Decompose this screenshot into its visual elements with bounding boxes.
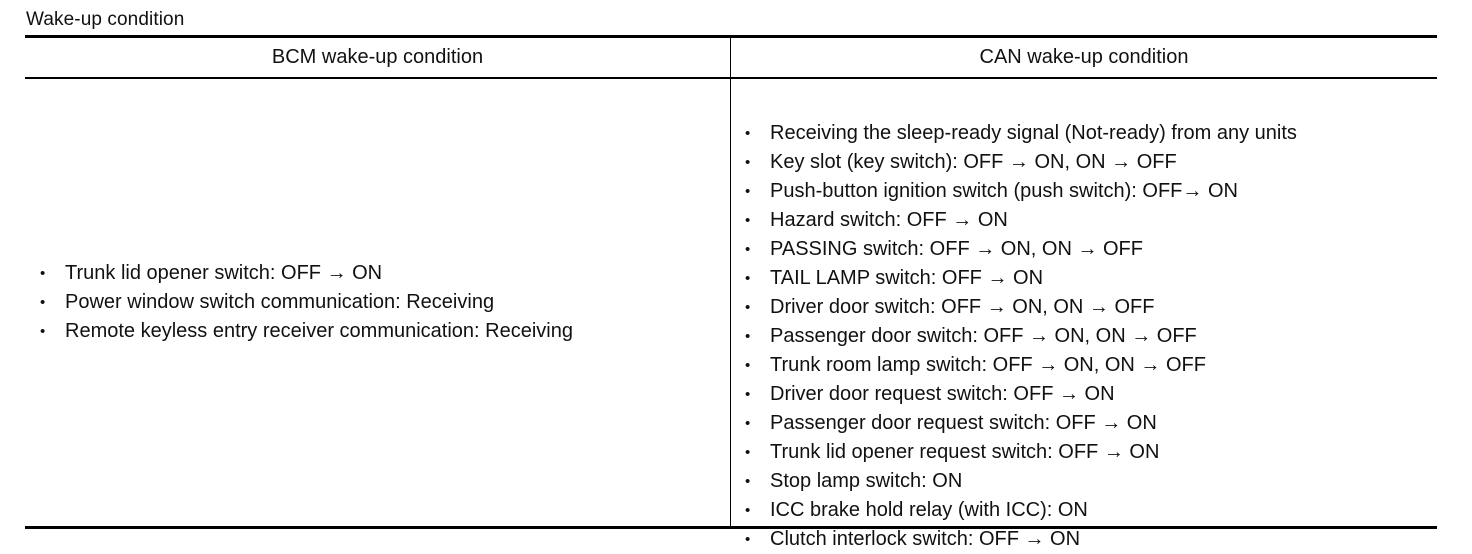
list-item: • Driver door request switch: OFF → ON [731, 380, 1297, 409]
header-bcm-wake-up-condition: BCM wake-up condition [271, 46, 484, 68]
list-item: • Remote keyless entry receiver communication: Receiving [25, 317, 573, 346]
bcm-conditions-list [25, 259, 573, 346]
list-item: • Driver door switch: OFF → ON, ON → OFF [731, 293, 1297, 322]
table-caption: Wake-up condition [26, 9, 185, 30]
can-conditions-cell [731, 79, 1437, 550]
list-item: • Trunk room lamp switch: OFF → ON, ON → OFF [731, 351, 1297, 380]
list-item: • Trunk lid opener switch: OFF → ON [25, 259, 573, 288]
list-item: • ICC brake hold relay (with ICC): ON [731, 496, 1297, 525]
list-item: • TAIL LAMP switch: OFF → ON [731, 264, 1297, 293]
bcm-conditions-cell [25, 79, 730, 526]
list-item: • Key slot (key switch): OFF → ON, ON → OFF [731, 148, 1297, 177]
list-item: • Passenger door request switch: OFF → ON [731, 409, 1297, 438]
list-item: • Hazard switch: OFF → ON [731, 206, 1297, 235]
list-item: • Receiving the sleep-ready signal (Not-ready) from any units [731, 119, 1297, 148]
list-item: • PASSING switch: OFF → ON, ON → OFF [731, 235, 1297, 264]
list-item: • Push-button ignition switch (push switch): OFF→ ON [731, 177, 1297, 206]
list-item: • Trunk lid opener request switch: OFF → ON [731, 438, 1297, 467]
list-item: • Clutch interlock switch: OFF → ON [731, 525, 1297, 554]
list-item: • Stop lamp switch: ON [731, 467, 1297, 496]
list-item: • Passenger door switch: OFF → ON, ON → OFF [731, 322, 1297, 351]
header-can-wake-up-condition: CAN wake-up condition [979, 46, 1189, 68]
list-item: • Power window switch communication: Receiving [25, 288, 573, 317]
can-conditions-list [731, 119, 1297, 554]
wake-up-condition-table [25, 35, 1437, 550]
